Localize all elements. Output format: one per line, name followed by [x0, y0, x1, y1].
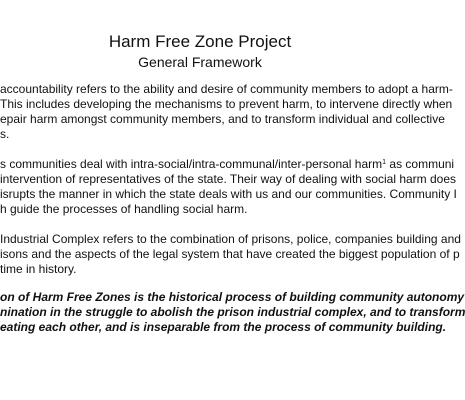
paragraph-1-line-2: This includes developing the mechanisms to prevent harm, to intervene directly when — [0, 97, 453, 111]
paragraph-3-line-3: time in history. — [0, 262, 77, 276]
paragraph-2-line-1-tail: as communi — [386, 157, 455, 171]
footnote-marker: 1 — [382, 159, 387, 166]
paragraph-4-line-3: eating each other, and is inseparable from the process of community building. — [0, 320, 447, 334]
paragraph-1-line-4: s. — [0, 127, 10, 141]
paragraph-4-line-2: nination in the struggle to abolish the prison industrial complex, and to transform — [0, 305, 465, 319]
document-subtitle: General Framework — [138, 54, 262, 70]
paragraph-2-line-4: h guide the processes of handling social harm. — [0, 202, 248, 216]
paragraph-3-line-1: Industrial Complex refers to the combination of prisons, police, companies building and — [0, 232, 461, 246]
document-title: Harm Free Zone Project — [108, 32, 292, 51]
paragraph-3-line-2: isons and the aspects of the legal system that have created the biggest population of p — [0, 247, 460, 261]
paragraph-1-line-3: epair harm amongst community members, and to transform individual and collective — [0, 112, 445, 126]
paragraph-2-line-1-text: s communities deal with intra-social/intra-communal/inter-personal harm — [0, 157, 383, 171]
paragraph-2-line-2: intervention of representatives of the state. Their way of dealing with social harm does — [0, 172, 457, 186]
paragraph-4-line-1: on of Harm Free Zones is the historical process of building community autonomy — [0, 290, 465, 304]
paragraph-2-line-3: isrupts the manner in which the state deals with us and our communities. Community I — [0, 187, 457, 201]
paragraph-2-line-1 — [0, 157, 454, 172]
paragraph-1-line-1: accountability refers to the ability and desire of community members to adopt a harm- — [0, 82, 453, 96]
